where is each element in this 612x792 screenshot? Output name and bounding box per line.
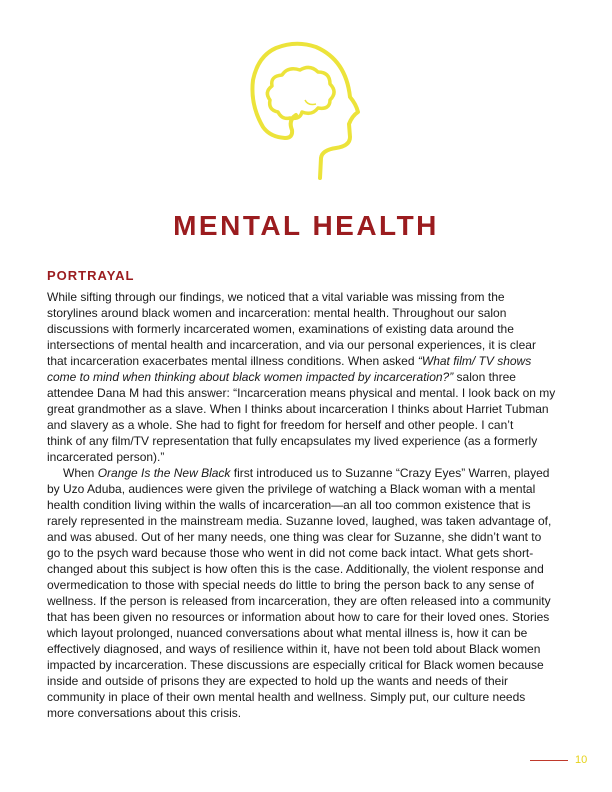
page-title: MENTAL HEALTH (173, 210, 439, 241)
body-text (47, 289, 577, 721)
text-line: wellness. If the person is released from incarceration, they are often released into a community (47, 594, 551, 608)
text-line: overmedication to those with special needs do little to bring the person back to any sense of (47, 578, 534, 592)
text-line: inside and outside of prisons they are expected to hold up the wants and needs of their (47, 674, 508, 688)
paragraph-2 (47, 465, 577, 721)
head-brain-icon (240, 40, 380, 180)
text-line: storylines around black women and incarceration: mental health. Throughout our salon (47, 306, 507, 320)
text-line: changed about this subject is how often this is the case. Additionally, the violent response and (47, 562, 544, 576)
text-line: While sifting through our findings, we noticed that a vital variable was missing from the (47, 290, 505, 304)
text-segment: that incarceration exacerbates mental illness conditions. When asked (47, 354, 418, 368)
text-line (47, 353, 577, 369)
show-title: Orange Is the New Black (97, 466, 231, 480)
text-line: intersections of mental health and incarceration, and via our personal experiences, it is clear (47, 338, 536, 352)
paragraph-1 (47, 289, 577, 465)
text-segment: first introduced us to Suzanne “Crazy Eyes” Warren, played (230, 466, 550, 480)
text-line: incarcerated person).” (47, 450, 165, 464)
section-heading: PORTRAYAL (47, 268, 135, 283)
text-line: attendee Dana M had this answer: “Incarceration means physical and mental. I look back on my (47, 386, 556, 400)
quoted-question: “What film/ TV shows (417, 354, 532, 368)
text-line (47, 369, 577, 385)
text-line: and slavery as a whole. She had to fight for freedom for herself and other people. I can’t (47, 418, 514, 432)
text-line: discussions with formerly incarcerated women, examinations of existing data around the (47, 322, 514, 336)
text-line: impacted by incarceration. These discussions are especially critical for Black women because (47, 658, 544, 672)
text-line: which layout prolonged, nuanced conversations about what mental illness is, how it can be (47, 626, 528, 640)
quoted-question: come to mind when thinking about black women impacted by incarceration?” (47, 370, 454, 384)
text-line: rarely represented in the mainstream media. Suzanne loved, laughed, was taken advantage of, (47, 514, 552, 528)
text-line: great grandmother as a slave. When I thinks about incarceration I thinks about Harriet Tubman (47, 402, 549, 416)
text-line: go to the psych ward because those who went in did not come back intact. What gets short- (47, 546, 534, 560)
text-line (47, 465, 577, 481)
page-number: 10 (575, 754, 588, 766)
page-number-rule (530, 760, 568, 761)
text-line: that has been given no resources or information about how to care for their loved ones. Stories (47, 610, 550, 624)
text-line: and was abused. Out of her many needs, one thing was clear for Suzanne, she didn’t want to (47, 530, 542, 544)
text-line: effectively diagnosed, and ways of resilience within it, have not been told about Black women (47, 642, 541, 656)
text-line: more conversations about this crisis. (47, 706, 242, 720)
text-line: by Uzo Aduba, audiences were given the privilege of watching a Black woman with a mental (47, 482, 536, 496)
text-line: think of any film/TV representation that fully encapsulates my lived experience (as a formerly (47, 434, 538, 448)
text-segment: When (63, 466, 98, 480)
text-line: health condition living within the walls of incarceration—an all too common existence that is (47, 498, 531, 512)
text-line: community in place of their own mental health and wellness. Simply put, our culture needs (47, 690, 526, 704)
text-segment: salon three (453, 370, 516, 384)
